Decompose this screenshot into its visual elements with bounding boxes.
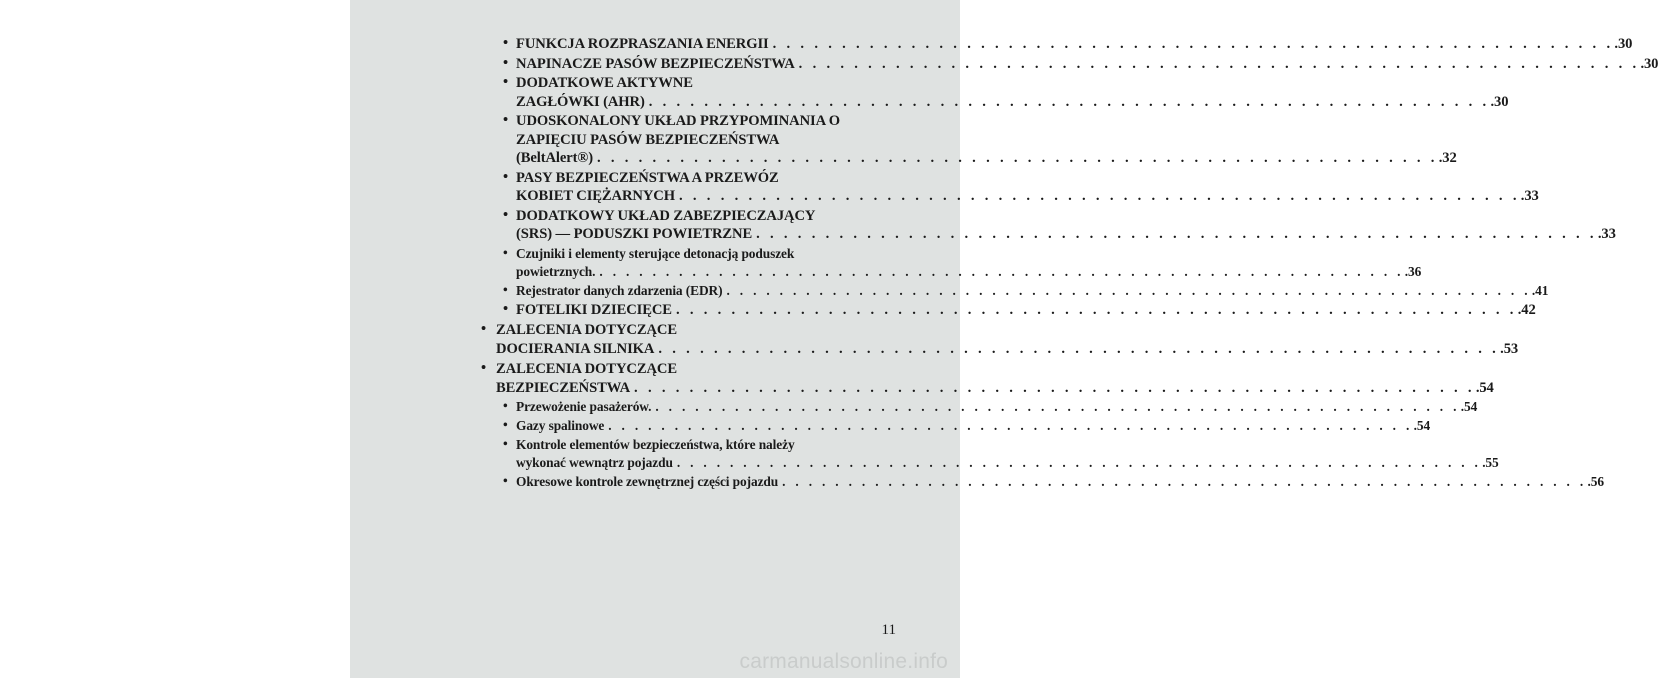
manual-page bbox=[350, 0, 1658, 678]
dot-leader: . . . . . . . . . . . . . . . . . . . . . . . . . . . . . . . . . . . . . . . . . . . . . . . . . . . . . . . . . . . . . bbox=[798, 55, 1640, 72]
toc-entry bbox=[476, 321, 1519, 358]
toc-entry-line bbox=[516, 187, 1539, 206]
dot-leader: . . . . . . . . . . . . . . . . . . . . . . . . . . . . . . . . . . . . . . . . . . . . . . . . . . . . . . . . . . . . . bbox=[782, 474, 1587, 489]
toc-entry-title: UDOSKONALONY UKŁAD PRZYPOMINANIA O bbox=[516, 113, 841, 129]
toc-entry bbox=[476, 244, 1422, 281]
toc-entry-page: .33 bbox=[1597, 226, 1616, 242]
toc-entry-title: DOCIERANIA SILNIKA bbox=[496, 340, 655, 357]
toc-entry-page: .30 bbox=[1490, 93, 1509, 110]
toc-entry-line bbox=[516, 131, 838, 150]
toc-entry bbox=[476, 168, 1539, 206]
toc-entry-title: DODATKOWE AKTYWNE bbox=[516, 75, 693, 91]
toc-entry-title: Kontrole elementów bezpieczeństwa, które należy bbox=[516, 437, 795, 452]
toc-entry-line bbox=[516, 454, 1499, 472]
table-of-contents bbox=[476, 35, 1658, 492]
dot-leader: . . . . . . . . . . . . . . . . . . . . . . . . . . . . . . . . . . . . . . . . . . . . . . . . . . . . . . . . . . . . . bbox=[726, 282, 1531, 298]
toc-entry-title: Rejestrator danych zdarzenia (EDR) bbox=[516, 282, 723, 298]
toc-entry-line bbox=[516, 149, 1457, 168]
toc-entry-line bbox=[516, 55, 1658, 74]
toc-entry bbox=[476, 398, 1478, 416]
page-number: 11 bbox=[881, 622, 896, 638]
toc-entry-page: .54 bbox=[1475, 379, 1494, 396]
bullet-icon: • bbox=[481, 321, 487, 337]
toc-entry-line bbox=[516, 93, 1509, 112]
toc-entry-title: powietrznych. bbox=[516, 263, 596, 279]
toc-entry-title: (BeltAlert®) bbox=[516, 150, 593, 166]
dot-leader: . . . . . . . . . . . . . . . . . . . . . . . . . . . . . . . . . . . . . . . . . . . . . . . . . . . . . . . . . . . . . bbox=[658, 340, 1500, 357]
toc-entry-page: .30 bbox=[1640, 55, 1658, 72]
dot-leader: . . . . . . . . . . . . . . . . . . . . . . . . . . . . . . . . . . . . . . . . . . . . . . . . . . . . . . . . . . . . . bbox=[596, 150, 1438, 166]
blank-left-page bbox=[0, 0, 350, 678]
bullet-icon: • bbox=[503, 112, 509, 128]
toc-entry-title: wykonać wewnątrz pojazdu bbox=[516, 455, 673, 470]
toc-entry bbox=[476, 417, 1431, 435]
toc-entry-line bbox=[496, 379, 1494, 398]
toc-entry-page: .54 bbox=[1460, 399, 1478, 414]
toc-entry-title: FOTELIKI DZIECIĘCE bbox=[516, 301, 672, 318]
toc-entry-line bbox=[516, 417, 1431, 435]
toc-entry-title: BEZPIECZEŃSTWA bbox=[496, 379, 631, 396]
dot-leader: . . . . . . . . . . . . . . . . . . . . . . . . . . . . . . . . . . . . . . . . . . . . . . . . . . . . . . . . . . . . . bbox=[655, 399, 1460, 414]
bullet-icon: • bbox=[503, 398, 508, 413]
toc-entry-line bbox=[516, 245, 838, 263]
bullet-icon: • bbox=[503, 300, 509, 317]
dot-leader: . . . . . . . . . . . . . . . . . . . . . . . . . . . . . . . . . . . . . . . . . . . . . . . . . . . . . . . . . . . . . bbox=[599, 263, 1404, 279]
toc-entry-page: .32 bbox=[1438, 150, 1457, 166]
toc-entry-line bbox=[516, 473, 1604, 491]
toc-entry-line bbox=[516, 301, 1536, 320]
bullet-icon: • bbox=[503, 35, 509, 51]
toc-entry-line bbox=[516, 282, 1549, 300]
toc-entry-line bbox=[516, 436, 838, 454]
toc-entry-page: .30 bbox=[1614, 36, 1633, 52]
bullet-icon: • bbox=[503, 74, 509, 90]
toc-entry-title: ZAGŁÓWKI (AHR) bbox=[516, 93, 645, 110]
toc-entry-line bbox=[516, 398, 1478, 416]
toc-entry bbox=[476, 35, 1633, 54]
bullet-icon: • bbox=[503, 436, 508, 451]
toc-entry-page: .33 bbox=[1520, 188, 1539, 204]
toc-entry-line bbox=[516, 207, 838, 226]
toc-entry-title: DODATKOWY UKŁAD ZABEZPIECZAJĄCY bbox=[516, 207, 816, 224]
toc-entry-title: Przewożenie pasażerów. bbox=[516, 399, 652, 414]
toc-entry-page: .36 bbox=[1404, 263, 1422, 279]
toc-entry-title: KOBIET CIĘŻARNYCH bbox=[516, 188, 676, 204]
toc-entry bbox=[476, 281, 1549, 300]
toc-entry-line bbox=[516, 74, 838, 93]
toc-entry-title: ZAPIĘCIU PASÓW BEZPIECZEŃSTWA bbox=[516, 131, 780, 148]
toc-entry bbox=[476, 436, 1499, 472]
dot-leader: . . . . . . . . . . . . . . . . . . . . . . . . . . . . . . . . . . . . . . . . . . . . . . . . . . . . . . . . . . . . . bbox=[675, 301, 1517, 318]
toc-entry-line bbox=[516, 112, 841, 131]
toc-entry-title: ZALECENIA DOTYCZĄCE bbox=[496, 361, 677, 377]
toc-entry-page: .55 bbox=[1482, 455, 1499, 470]
toc-entry-line bbox=[496, 340, 1519, 359]
bullet-icon: • bbox=[503, 54, 509, 71]
bullet-icon: • bbox=[503, 168, 509, 185]
toc-entry bbox=[476, 206, 1616, 244]
toc-entry-line bbox=[516, 263, 1422, 281]
toc-entry-title: Czujniki i elementy sterujące detonacją poduszek bbox=[516, 245, 795, 261]
toc-entry-page: .53 bbox=[1500, 340, 1519, 357]
toc-entry-title: ZALECENIA DOTYCZĄCE bbox=[496, 322, 677, 338]
toc-entry bbox=[476, 54, 1658, 74]
dot-leader: . . . . . . . . . . . . . . . . . . . . . . . . . . . . . . . . . . . . . . . . . . . . . . . . . . . . . . . . . . . . . bbox=[608, 418, 1413, 433]
dot-leader: . . . . . . . . . . . . . . . . . . . . . . . . . . . . . . . . . . . . . . . . . . . . . . . . . . . . . . . . . . . . . bbox=[756, 226, 1597, 242]
bullet-icon: • bbox=[503, 417, 508, 432]
toc-entry-title: NAPINACZE PASÓW BEZPIECZEŃSTWA bbox=[516, 55, 795, 72]
bullet-icon: • bbox=[481, 360, 487, 376]
toc-entry-page: .56 bbox=[1587, 474, 1604, 489]
bullet-icon: • bbox=[503, 206, 509, 223]
watermark: carmanualsonline.info bbox=[739, 650, 948, 673]
toc-entry-title: FUNKCJA ROZPRASZANIA ENERGII bbox=[516, 36, 769, 52]
dot-leader: . . . . . . . . . . . . . . . . . . . . . . . . . . . . . . . . . . . . . . . . . . . . . . . . . . . . . . . . . . . . . bbox=[648, 93, 1490, 110]
toc-entry bbox=[476, 300, 1536, 320]
toc-entry-line bbox=[496, 360, 838, 379]
toc-entry bbox=[476, 473, 1604, 491]
toc-entry-title: PASY BEZPIECZEŃSTWA A PRZEWÓZ bbox=[516, 169, 779, 186]
toc-entry-title: (SRS) — PODUSZKI POWIETRZNE bbox=[516, 226, 753, 242]
toc-entry bbox=[476, 112, 1457, 168]
dot-leader: . . . . . . . . . . . . . . . . . . . . . . . . . . . . . . . . . . . . . . . . . . . . . . . . . . . . . . . . . . . . . bbox=[679, 188, 1520, 204]
bullet-icon: • bbox=[503, 281, 508, 297]
toc-entry-line bbox=[516, 169, 838, 188]
toc-entry-title: Okresowe kontrole zewnętrznej części pojazdu bbox=[516, 474, 779, 489]
toc-entry-title: Gazy spalinowe bbox=[516, 418, 605, 433]
bullet-icon: • bbox=[503, 244, 508, 260]
toc-entry-page: .41 bbox=[1531, 282, 1549, 298]
toc-entry-page: .54 bbox=[1413, 418, 1431, 433]
toc-entry-line bbox=[516, 35, 1633, 54]
toc-entry bbox=[476, 360, 1494, 397]
dot-leader: . . . . . . . . . . . . . . . . . . . . . . . . . . . . . . . . . . . . . . . . . . . . . . . . . . . . . . . . . . . . . bbox=[634, 379, 1475, 396]
toc-entry bbox=[476, 74, 1509, 111]
toc-entry-line bbox=[516, 225, 1616, 244]
toc-entry-page: .42 bbox=[1517, 301, 1536, 318]
dot-leader: . . . . . . . . . . . . . . . . . . . . . . . . . . . . . . . . . . . . . . . . . . . . . . . . . . . . . . . . . . . . . bbox=[772, 36, 1614, 52]
toc-entry-line bbox=[496, 321, 838, 340]
dot-leader: . . . . . . . . . . . . . . . . . . . . . . . . . . . . . . . . . . . . . . . . . . . . . . . . . . . . . . . . . . . . . bbox=[676, 455, 1482, 470]
bullet-icon: • bbox=[503, 473, 508, 488]
